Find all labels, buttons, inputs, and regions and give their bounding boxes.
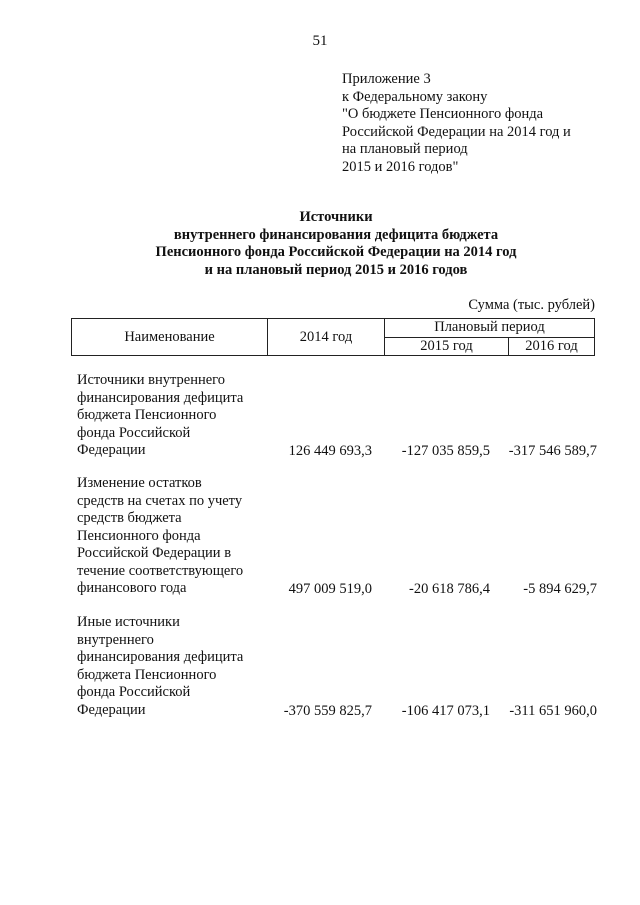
title-line: и на плановый период 2015 и 2016 годов — [204, 261, 468, 278]
value-2016: -311 651 960,0 — [509, 703, 597, 719]
appendix-line: Российской Федерации на 2014 год и — [342, 123, 571, 140]
value-2016: -5 894 629,7 — [523, 581, 597, 597]
table-row — [77, 372, 597, 460]
value-2015: -127 035 859,5 — [401, 443, 490, 459]
row-name-line: Российской Федерации в — [77, 545, 232, 561]
row-name-line: Иные источники — [77, 614, 180, 630]
header-planned-period: Плановый период — [385, 319, 595, 338]
appendix-reference — [342, 71, 632, 176]
row-name-line: Федерации — [77, 701, 146, 718]
table-row — [77, 475, 597, 598]
row-name-line: Федерации — [77, 442, 146, 458]
row-name-line: финансового года — [77, 580, 187, 596]
header-name: Наименование — [72, 319, 268, 356]
title-line: внутреннего финансирования дефицита бюджета — [173, 226, 499, 243]
row-name — [77, 614, 267, 719]
row-name-line: внутреннего — [77, 631, 154, 648]
sum-units-label: Сумма (тыс. рублей) — [468, 297, 595, 313]
table-header — [71, 318, 595, 356]
appendix-line: на плановый период — [342, 141, 468, 157]
value-2014: 126 449 693,3 — [288, 443, 372, 459]
appendix-line: Приложение 3 — [342, 71, 431, 87]
row-name-line: Источники внутреннего — [77, 372, 226, 388]
value-2015: -20 618 786,4 — [409, 581, 490, 597]
row-name-line: бюджета Пенсионного — [77, 407, 217, 423]
header-2016: 2016 год — [509, 337, 595, 356]
value-2016: -317 546 589,7 — [508, 443, 597, 459]
header-2015: 2015 год — [385, 337, 509, 356]
row-name-line: средств бюджета — [77, 510, 182, 526]
row-name-line: Изменение остатков — [77, 475, 202, 491]
appendix-line: 2015 и 2016 годов" — [342, 158, 459, 175]
row-name-line: фонда Российской — [77, 684, 191, 700]
row-name-line: Пенсионного фонда — [77, 527, 201, 544]
row-name-line: течение соответствующего — [77, 562, 244, 579]
value-2014: -370 559 825,7 — [283, 703, 372, 719]
appendix-line: к Федеральному закону — [342, 88, 488, 105]
title-line: Пенсионного фонда Российской Федерации на 2014 год — [155, 244, 517, 260]
row-name-line: фонда Российской — [77, 424, 191, 441]
title-line: Источники — [299, 209, 373, 225]
page-number: 51 — [312, 33, 328, 49]
appendix-line: "О бюджете Пенсионного фонда — [342, 106, 544, 122]
row-name-line: бюджета Пенсионного — [77, 666, 217, 683]
row-name — [77, 372, 267, 460]
row-name-line: средств на счетах по учету — [77, 492, 243, 509]
document-title — [0, 209, 640, 279]
row-name — [77, 475, 267, 598]
row-name-line: финансирования дефицита — [77, 389, 244, 406]
table-row — [77, 614, 597, 720]
value-2015: -106 417 073,1 — [401, 703, 490, 719]
row-name-line: финансирования дефицита — [77, 649, 244, 665]
value-2014: 497 009 519,0 — [288, 581, 372, 597]
header-2014: 2014 год — [268, 319, 385, 356]
